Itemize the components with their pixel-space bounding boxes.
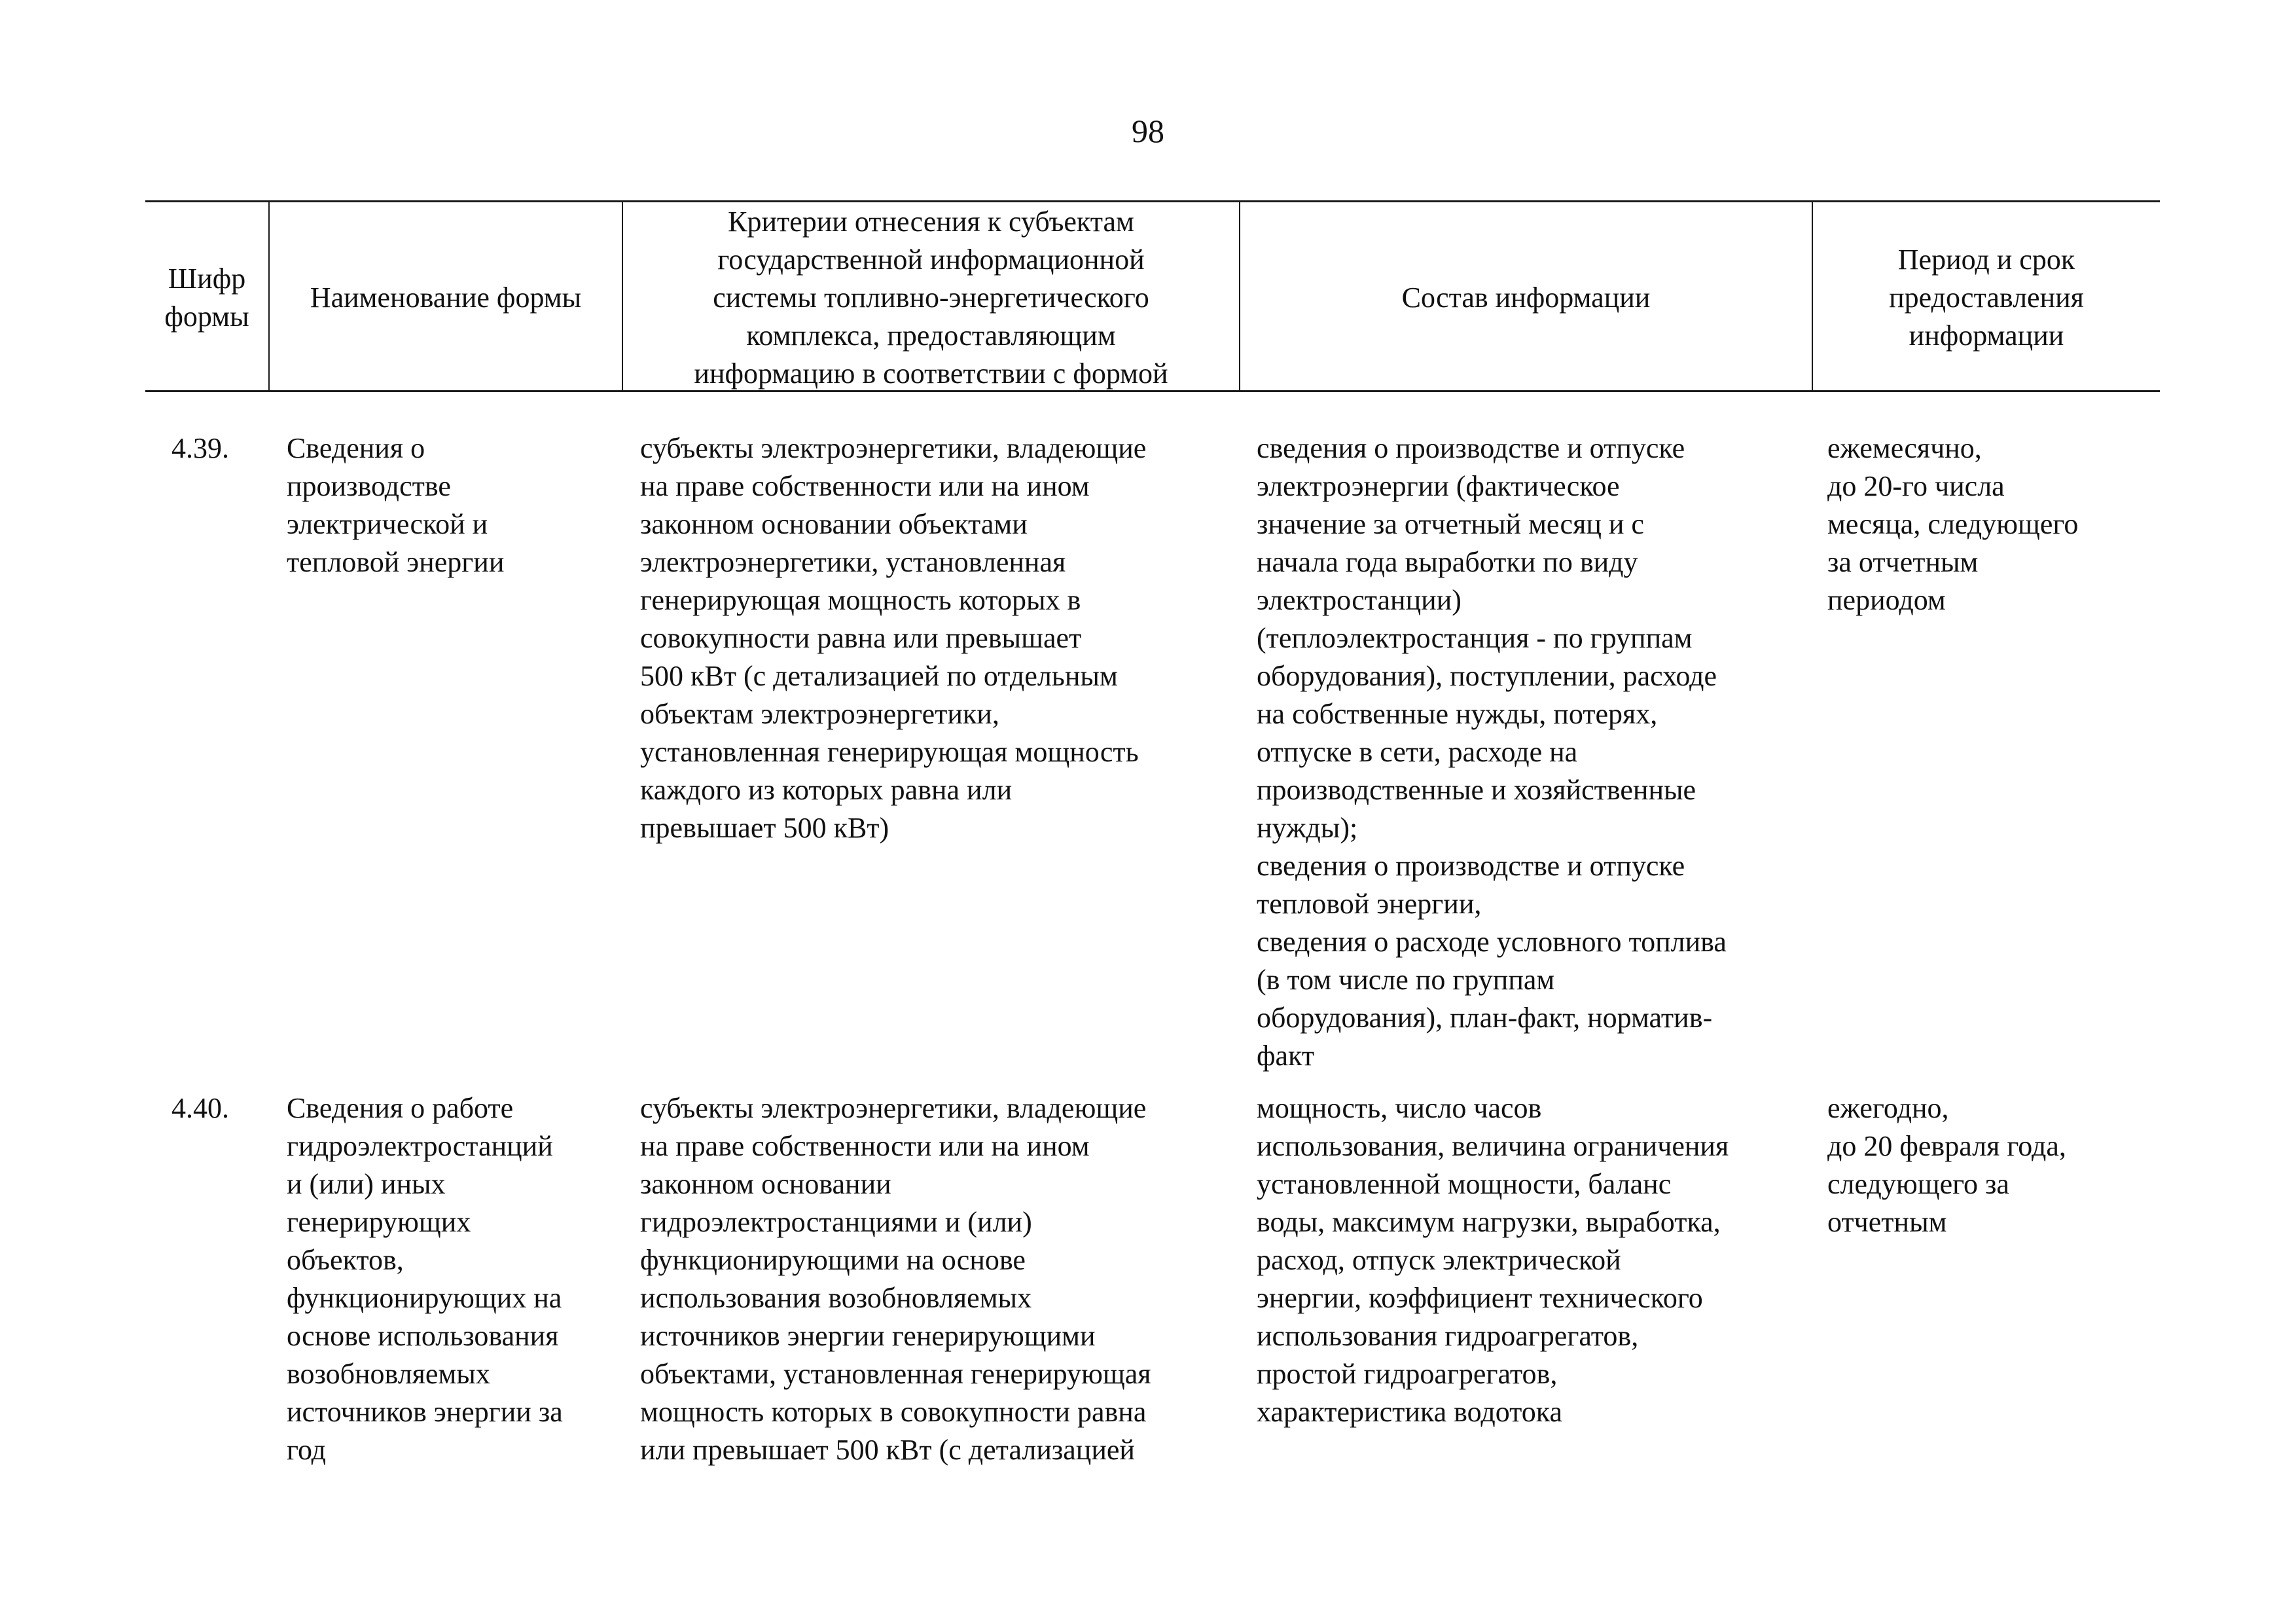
- header-content: [1240, 204, 1812, 391]
- row-form-name: Сведения о производстве электрической и тепловой энергии: [287, 432, 505, 578]
- header-form-name: [270, 204, 622, 391]
- row-content: мощность, число часов использования, величина ограничения установленной мощности, баланс воды, максимум нагрузки, выработка, расход, отпуск электрической энергии, коэффициент технического использования гидроагрегатов, простой гидроагрегатов, характеристика водотока: [1257, 1092, 1729, 1428]
- header-content-text: Состав информации: [1401, 281, 1651, 314]
- row-criteria: субъекты электроэнергетики, владеющие на праве собственности или на ином законном основании объектами электроэнергетики, установленная генерирующая мощность которых в совокупности равна или превышает 500 кВт (с детализацией по отдельным объектам электроэнергетики, установленная генерирующая мощность каждого из которых равна или превышает 500 кВт): [640, 432, 1147, 844]
- header-form-name-text: Наименование формы: [310, 281, 582, 314]
- row-form-name: Сведения о работе гидроэлектростанций и (или) иных генерирующих объектов, функционирующих на основе использования возобновляемых источников энергии за год: [287, 1092, 563, 1466]
- header-code-text: Шифр формы: [164, 262, 249, 333]
- page-number: 98: [1132, 113, 1164, 149]
- row-code: 4.40.: [171, 1092, 229, 1124]
- header-period: [1813, 204, 2160, 391]
- row-criteria: субъекты электроэнергетики, владеющие на праве собственности или на ином законном основании гидроэлектростанциями и (или) функционирующими на основе использования возобновляемых источников энергии генерирующими объектами, установленная генерирующая мощность которых в совокупности равна или превышает 500 кВт (с детализацией: [640, 1092, 1151, 1466]
- row-period: ежемесячно, до 20-го числа месяца, следующего за отчетным периодом: [1827, 432, 2079, 616]
- header-criteria: [623, 204, 1239, 391]
- row-period: ежегодно, до 20 февраля года, следующего за отчетным: [1827, 1092, 2066, 1238]
- header-code: [145, 204, 268, 391]
- row-code: 4.39.: [171, 432, 229, 464]
- header-criteria-text: Критерии отнесения к субъектам государственной информационной системы топливно-энергетического комплекса, предоставляющим информацию в соответствии с формой: [694, 205, 1168, 390]
- header-period-text: Период и срок предоставления информации: [1889, 243, 2084, 352]
- row-content: сведения о производстве и отпуске электроэнергии (фактическое значение за отчетный месяц и с начала года выработки по виду электростанции) (теплоэлектростанция - по группам оборудования), поступлении, расходе на собственные нужды, потерях, отпуске в сети, расходе на производственные и хозяйственные нужды); сведения о производстве и отпуске тепловой энергии, сведения о расходе условного топлива (в том числе по группам оборудования), план-факт, норматив- факт: [1257, 432, 1727, 1072]
